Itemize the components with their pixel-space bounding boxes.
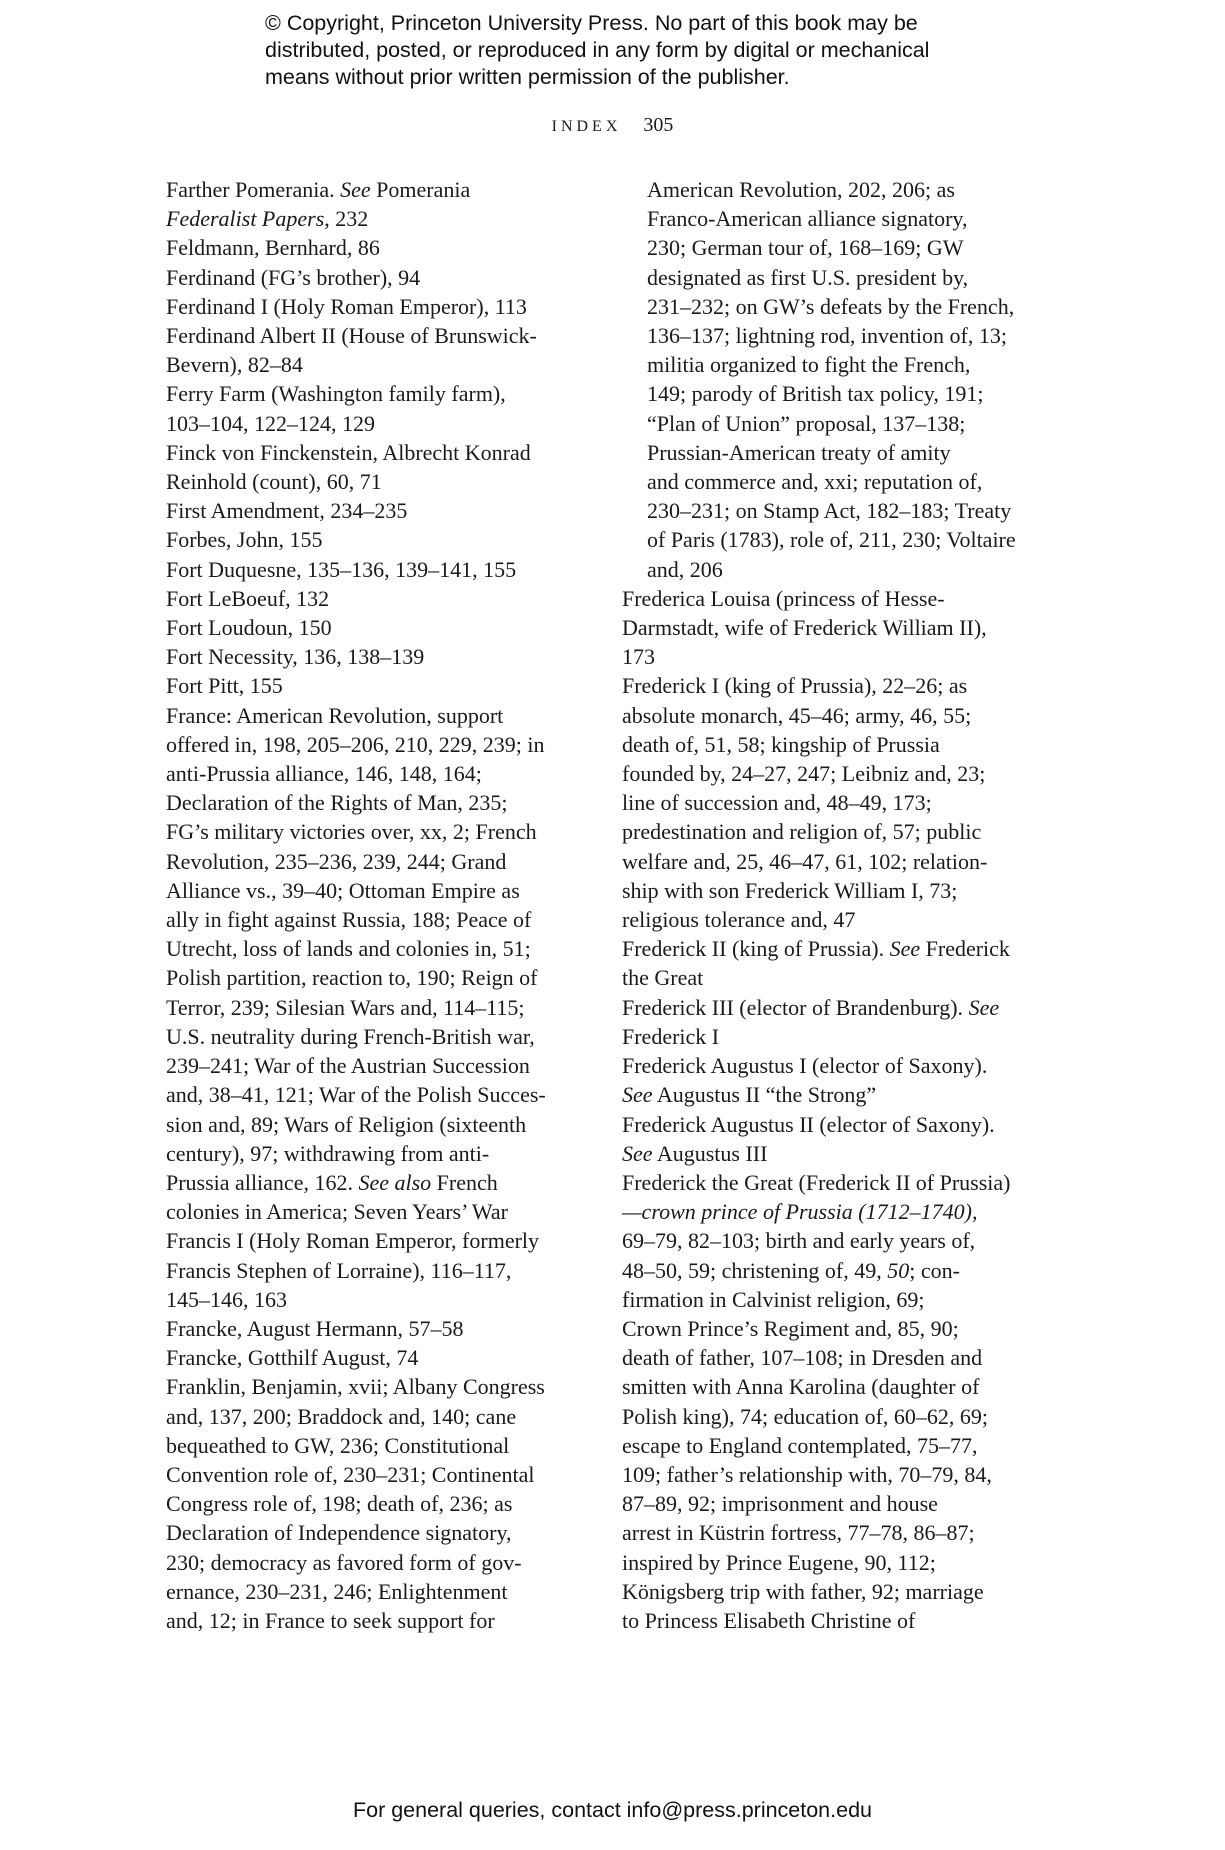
index-entry-line: and commerce and, xxi; reputation of, <box>647 469 983 495</box>
index-entry-line: Alliance vs., 39–40; Ottoman Empire as <box>166 877 520 903</box>
index-entry-line: American Revolution, 202, 206; as <box>647 177 955 202</box>
index-entry-line: Fort Loudoun, 150 <box>166 615 332 641</box>
index-entry-line: 239–241; War of the Austrian Succession <box>166 1053 530 1079</box>
index-entry <box>622 993 1052 1051</box>
index-entry <box>166 642 596 671</box>
index-entry-line: See Augustus II “the Strong” <box>622 1082 877 1108</box>
index-entry-line: Utrecht, loss of lands and colonies in, 51; <box>166 936 531 962</box>
index-entry-line: 230; German tour of, 168–169; GW <box>647 235 964 261</box>
index-entry-continuation <box>622 175 1052 584</box>
index-entry-line: Frederick the Great (Frederick II of Prussia) <box>622 1169 1011 1195</box>
index-entry <box>166 233 596 262</box>
index-entry-line: Fort Pitt, 155 <box>166 673 283 699</box>
index-entry-line: smitten with Anna Karolina (daughter of <box>622 1374 980 1400</box>
index-entry <box>166 204 596 233</box>
index-entry-line: Ferdinand Albert II (House of Brunswick- <box>166 323 537 349</box>
index-entry-line: Federalist Papers, 232 <box>166 206 369 232</box>
index-entry-line: France: American Revolution, support <box>166 702 504 728</box>
index-entry-line: and, 206 <box>647 556 723 582</box>
index-entry <box>622 934 1052 992</box>
index-entry-line: Revolution, 235–236, 239, 244; Grand <box>166 848 507 874</box>
index-entry-line: Bevern), 82–84 <box>166 352 303 378</box>
index-entry-line: escape to England contemplated, 75–77, <box>622 1432 978 1458</box>
index-entry <box>622 1051 1052 1109</box>
index-entry <box>166 379 596 437</box>
index-entry-line: ally in fight against Russia, 188; Peace of <box>166 907 532 933</box>
index-entry-line: 230; democracy as favored form of gov- <box>166 1549 522 1575</box>
index-entry <box>622 584 1052 672</box>
index-entry-line: 109; father’s relationship with, 70–79, 84, <box>622 1461 992 1487</box>
index-entry-line: Reinhold (count), 60, 71 <box>166 469 382 495</box>
index-entry-line: FG’s military victories over, xx, 2; French <box>166 819 537 845</box>
index-entry-line: 149; parody of British tax policy, 191; <box>647 381 984 407</box>
index-entry-line: Frederick II (king of Prussia). See Frederick <box>622 936 1010 962</box>
index-entry-line: Feldmann, Bernhard, 86 <box>166 235 380 261</box>
index-entry-line: sion and, 89; Wars of Religion (sixteenth <box>166 1111 527 1137</box>
index-entry <box>622 1110 1052 1168</box>
index-entry-line: to Princess Elisabeth Christine of <box>622 1607 916 1633</box>
index-entry-line: anti-Prussia alliance, 146, 148, 164; <box>166 761 482 787</box>
index-entry <box>166 496 596 525</box>
index-entry-line: absolute monarch, 45–46; army, 46, 55; <box>622 702 972 728</box>
index-column-left <box>166 175 596 1635</box>
index-entry-line: 230–231; on Stamp Act, 182–183; Treaty <box>647 498 1012 524</box>
contact-footer: For general queries, contact info@press.princeton.edu <box>352 1798 872 1822</box>
index-entry-line: Farther Pomerania. See Pomerania <box>166 177 471 202</box>
index-entry-line: 173 <box>622 644 655 670</box>
index-entry-line: and, 137, 200; Braddock and, 140; cane <box>166 1403 517 1429</box>
index-entry <box>166 175 596 204</box>
index-entry-line: 69–79, 82–103; birth and early years of, <box>622 1228 976 1254</box>
index-entry-line: Ferry Farm (Washington family farm), <box>166 381 506 407</box>
index-entry-line: Francis I (Holy Roman Emperor, formerly <box>166 1228 540 1254</box>
index-entry-line: Declaration of Independence signatory, <box>166 1520 512 1546</box>
index-entry-line: Fort LeBoeuf, 132 <box>166 585 330 611</box>
index-entry <box>166 292 596 321</box>
index-entry-line: Franklin, Benjamin, xvii; Albany Congress <box>166 1374 545 1400</box>
index-entry-line: Polish partition, reaction to, 190; Reign of <box>166 965 538 991</box>
index-entry-line: Congress role of, 198; death of, 236; as <box>166 1491 513 1517</box>
index-entry-line: 231–232; on GW’s defeats by the French, <box>647 293 1015 319</box>
index-entry-line: and, 38–41, 121; War of the Polish Succes- <box>166 1082 546 1108</box>
index-entry-line: death of father, 107–108; in Dresden and <box>622 1345 983 1371</box>
index-entry <box>166 438 596 496</box>
index-entry-line: Fort Necessity, 136, 138–139 <box>166 644 425 670</box>
running-head-label: INDEX <box>551 118 622 135</box>
index-entry-line: Terror, 239; Silesian Wars and, 114–115; <box>166 994 525 1020</box>
index-entry-line: Polish king), 74; education of, 60–62, 69; <box>622 1403 989 1429</box>
index-entry-line: offered in, 198, 205–206, 210, 229, 239; in <box>166 731 545 757</box>
index-entry-line: 145–146, 163 <box>166 1286 287 1312</box>
index-entry-line: firmation in Calvinist religion, 69; <box>622 1286 925 1312</box>
index-entry-line: First Amendment, 234–235 <box>166 498 408 524</box>
index-entry-line: Prussia alliance, 162. See also French <box>166 1169 498 1195</box>
index-entry-line: Francis Stephen of Lorraine), 116–117, <box>166 1257 512 1283</box>
index-entry <box>166 671 596 700</box>
index-entry-line: U.S. neutrality during French-British war, <box>166 1023 535 1049</box>
page-number: 305 <box>643 114 674 136</box>
index-entry <box>166 555 596 584</box>
index-entry-line: founded by, 24–27, 247; Leibniz and, 23; <box>622 761 986 787</box>
index-entry-line: and, 12; in France to seek support for <box>166 1607 495 1633</box>
index-entry-line: —crown prince of Prussia (1712–1740), <box>622 1199 978 1225</box>
index-entry-line: Crown Prince’s Regiment and, 85, 90; <box>622 1315 959 1341</box>
index-entry-line: death of, 51, 58; kingship of Prussia <box>622 731 940 757</box>
index-entry-line: colonies in America; Seven Years’ War <box>166 1199 508 1225</box>
index-entry-line: Francke, Gotthilf August, 74 <box>166 1345 419 1371</box>
index-entry-line: Frederick I <box>622 1023 720 1049</box>
index-entry-line: Frederick III (elector of Brandenburg). See <box>622 994 1000 1020</box>
index-entry-line: inspired by Prince Eugene, 90, 112; <box>622 1549 936 1575</box>
index-column-right <box>622 175 1052 1635</box>
index-entry <box>166 263 596 292</box>
index-entry-line: Convention role of, 230–231; Continental <box>166 1461 535 1487</box>
index-entry <box>166 1372 596 1635</box>
index-entry-line: Ferdinand I (Holy Roman Emperor), 113 <box>166 293 527 319</box>
index-entry-line: 136–137; lightning rod, invention of, 13; <box>647 323 1007 349</box>
index-entry <box>166 584 596 613</box>
index-entry <box>166 1226 596 1314</box>
index-entry <box>166 613 596 642</box>
index-entry-line: militia organized to fight the French, <box>647 352 971 378</box>
index-entry-line: Declaration of the Rights of Man, 235; <box>166 790 508 816</box>
index-entry-line: predestination and religion of, 57; public <box>622 819 982 845</box>
index-entry-line: Frederick Augustus II (elector of Saxony). <box>622 1111 995 1137</box>
index-entry-line: century), 97; withdrawing from anti- <box>166 1140 490 1166</box>
index-entry <box>166 1343 596 1372</box>
index-entry-line: See Augustus III <box>622 1140 768 1166</box>
copyright-notice <box>265 10 1025 91</box>
index-entry-line: Darmstadt, wife of Frederick William II), <box>622 615 987 641</box>
index-entry-line: Königsberg trip with father, 92; marriage <box>622 1578 984 1604</box>
index-entry <box>166 321 596 379</box>
copyright-line: © Copyright, Princeton University Press. No part of this book may be <box>265 11 918 35</box>
index-entry-line: religious tolerance and, 47 <box>622 907 856 933</box>
index-entry-line: welfare and, 25, 46–47, 61, 102; relation- <box>622 848 988 874</box>
index-entry-line: ernance, 230–231, 246; Enlightenment <box>166 1578 508 1604</box>
index-entry-line: Franco-American alliance signatory, <box>647 206 968 232</box>
index-entry-line: ship with son Frederick William I, 73; <box>622 877 958 903</box>
index-entry-line: “Plan of Union” proposal, 137–138; <box>647 410 966 436</box>
index-entry <box>166 701 596 1227</box>
index-entry <box>166 525 596 554</box>
index-entry-line: Fort Duquesne, 135–136, 139–141, 155 <box>166 556 517 582</box>
index-entry <box>166 1314 596 1343</box>
index-entry-line: Forbes, John, 155 <box>166 527 323 553</box>
index-entry <box>622 671 1052 934</box>
index-entry-line: 103–104, 122–124, 129 <box>166 410 375 436</box>
index-entry-line: Ferdinand (FG’s brother), 94 <box>166 264 421 290</box>
index-entry-line: arrest in Küstrin fortress, 77–78, 86–87; <box>622 1520 975 1546</box>
index-entry <box>622 1168 1052 1635</box>
index-entry-line: Frederick Augustus I (elector of Saxony). <box>622 1053 988 1079</box>
copyright-line: means without prior written permission of the publisher. <box>265 65 790 89</box>
index-entry-line: Frederica Louisa (princess of Hesse- <box>622 585 945 611</box>
index-entry-line: 87–89, 92; imprisonment and house <box>622 1491 938 1517</box>
running-head <box>0 114 1225 137</box>
index-entry-line: Finck von Finckenstein, Albrecht Konrad <box>166 439 531 465</box>
index-entry-line: designated as first U.S. president by, <box>647 264 969 290</box>
index-entry-line: line of succession and, 48–49, 173; <box>622 790 932 816</box>
index-entry-line: bequeathed to GW, 236; Constitutional <box>166 1432 510 1458</box>
index-entry-line: the Great <box>622 965 704 991</box>
index-entry-line: 48–50, 59; christening of, 49, 50; con- <box>622 1257 960 1283</box>
copyright-line: distributed, posted, or reproduced in any form by digital or mechanical <box>265 38 930 62</box>
index-entry-line: of Paris (1783), role of, 211, 230; Voltaire <box>647 527 1016 553</box>
index-entry-line: Prussian-American treaty of amity <box>647 439 951 465</box>
index-entry-line: Francke, August Hermann, 57–58 <box>166 1315 464 1341</box>
index-entry-line: Frederick I (king of Prussia), 22–26; as <box>622 673 968 699</box>
